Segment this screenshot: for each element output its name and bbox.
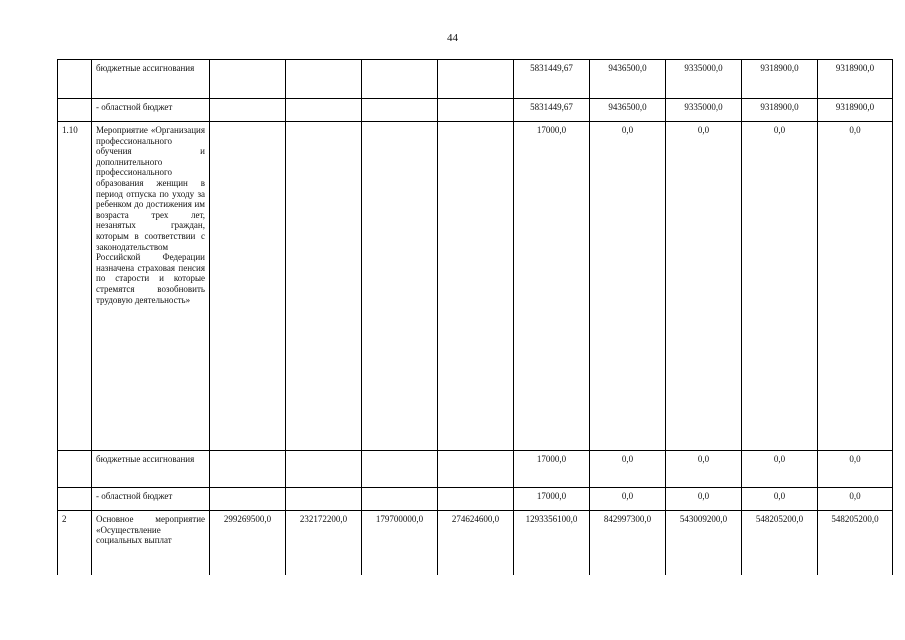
row-index-cell: 2 — [58, 511, 92, 575]
value-cell: 0,0 — [818, 122, 893, 451]
table-row — [58, 451, 893, 488]
value-cell: 9436500,0 — [590, 99, 666, 122]
value-cell — [438, 488, 514, 511]
value-cell — [438, 451, 514, 488]
value-cell — [286, 60, 362, 99]
value-cell: 548205200,0 — [742, 511, 818, 575]
value-cell — [362, 122, 438, 451]
value-cell — [210, 488, 286, 511]
value-cell: 232172200,0 — [286, 511, 362, 575]
value-cell: 5831449,67 — [514, 60, 590, 99]
value-cell: 0,0 — [590, 122, 666, 451]
value-cell: 0,0 — [590, 488, 666, 511]
value-cell: 9318900,0 — [742, 99, 818, 122]
value-cell: 5831449,67 — [514, 99, 590, 122]
page-number: 44 — [447, 32, 458, 44]
value-cell: 17000,0 — [514, 122, 590, 451]
value-cell — [362, 451, 438, 488]
row-index-cell — [58, 488, 92, 511]
value-cell — [286, 451, 362, 488]
value-cell — [362, 488, 438, 511]
value-cell: 1293356100,0 — [514, 511, 590, 575]
value-cell: 9436500,0 — [590, 60, 666, 99]
value-cell — [438, 99, 514, 122]
value-cell: 0,0 — [818, 451, 893, 488]
value-cell: 548205200,0 — [818, 511, 893, 575]
value-cell: 0,0 — [818, 488, 893, 511]
value-cell — [210, 99, 286, 122]
row-description-cell: бюджетные ассигнования — [92, 60, 210, 99]
value-cell — [362, 99, 438, 122]
value-cell: 9318900,0 — [742, 60, 818, 99]
value-cell — [286, 488, 362, 511]
value-cell — [210, 122, 286, 451]
value-cell: 274624600,0 — [438, 511, 514, 575]
value-cell: 0,0 — [742, 122, 818, 451]
value-cell — [286, 99, 362, 122]
row-description-cell: бюджетные ассигнования — [92, 451, 210, 488]
table-row — [58, 122, 893, 451]
value-cell — [362, 60, 438, 99]
table-row — [58, 60, 893, 99]
value-cell: 17000,0 — [514, 488, 590, 511]
value-cell: 0,0 — [742, 451, 818, 488]
value-cell — [286, 122, 362, 451]
value-cell: 842997300,0 — [590, 511, 666, 575]
value-cell: 9318900,0 — [818, 60, 893, 99]
row-index-cell: 1.10 — [58, 122, 92, 451]
row-description-cell: Основное мероприятие «Осуществление социальных выплат — [92, 511, 210, 575]
value-cell: 0,0 — [590, 451, 666, 488]
value-cell: 0,0 — [666, 488, 742, 511]
value-cell: 179700000,0 — [362, 511, 438, 575]
value-cell — [210, 60, 286, 99]
row-description-cell: Мероприятие «Организация профессионального обучения и дополнительного профессионального образования женщин в период отпуска по уходу за ребенком до достижения им возраста трех лет, незанятых граждан, которым в соответствии с законодательством Российской Федерации назначена страховая пенсия по старости и которые стремятся возобновить трудовую деятельность» — [92, 122, 210, 451]
value-cell: 0,0 — [666, 122, 742, 451]
value-cell: 17000,0 — [514, 451, 590, 488]
value-cell: 9318900,0 — [818, 99, 893, 122]
value-cell: 9335000,0 — [666, 99, 742, 122]
value-cell: 299269500,0 — [210, 511, 286, 575]
value-cell: 543009200,0 — [666, 511, 742, 575]
value-cell: 0,0 — [666, 451, 742, 488]
row-description-cell: - областной бюджет — [92, 99, 210, 122]
row-index-cell — [58, 99, 92, 122]
value-cell: 9335000,0 — [666, 60, 742, 99]
budget-table — [57, 59, 893, 575]
table-row — [58, 99, 893, 122]
row-index-cell — [58, 451, 92, 488]
row-description-cell: - областной бюджет — [92, 488, 210, 511]
value-cell — [438, 122, 514, 451]
table-row — [58, 511, 893, 575]
value-cell — [438, 60, 514, 99]
value-cell — [210, 451, 286, 488]
row-index-cell — [58, 60, 92, 99]
table-row — [58, 488, 893, 511]
value-cell: 0,0 — [742, 488, 818, 511]
